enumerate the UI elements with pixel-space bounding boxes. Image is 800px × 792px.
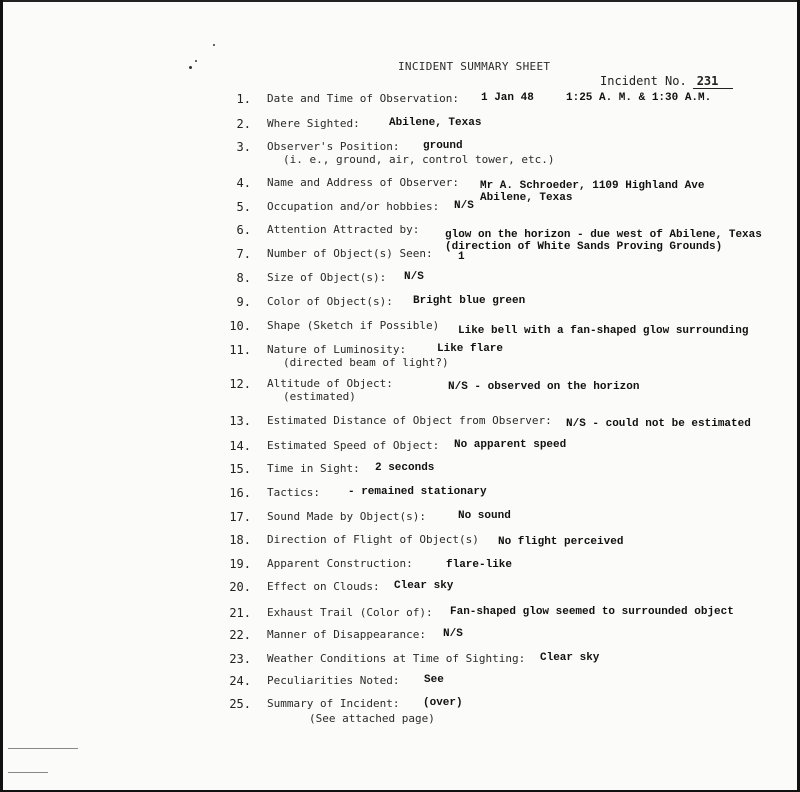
item-value: flare-like [446,559,513,571]
item-value: Clear sky [394,580,454,592]
item-number: 22. [229,628,251,642]
item-label: Altitude of Object: [267,377,393,390]
item-label: Shape (Sketch if Possible) [267,319,440,332]
scan-speck [195,60,197,62]
item-value: Abilene, Texas [480,192,573,204]
item-value: No flight perceived [498,536,624,548]
item-label: Where Sighted: [267,117,360,130]
item-label: Tactics: [267,486,320,499]
item-value: - remained stationary [348,486,487,498]
item-label: Date and Time of Observation: [267,92,460,105]
item-number: 19. [229,557,251,571]
item-number: 6. [236,223,251,237]
item-value: Mr A. Schroeder, 1109 Highland Ave [480,180,705,192]
item-label: Observer's Position: [267,140,400,153]
item-row-20 [3,580,783,608]
item-number: 2. [236,117,251,131]
item-label: Time in Sight: [267,462,360,475]
item-value: (over) [423,697,463,709]
item-value: 1 Jan 48 [481,92,534,104]
item-value: Fan-shaped glow seemed to surrounded object [450,606,734,618]
item-sublabel: (estimated) [283,390,356,403]
item-number: 20. [229,580,251,594]
item-label: Estimated Speed of Object: [267,439,440,452]
item-value: No apparent speed [454,439,567,451]
scan-edge-line [8,772,48,773]
item-label: Effect on Clouds: [267,580,380,593]
item-number: 23. [229,652,251,666]
item-row-11 [3,343,783,371]
item-value: (direction of White Sands Proving Grounds) [445,241,723,253]
item-value: 1:25 A. M. & 1:30 A.M. [566,92,712,104]
sheet-title: INCIDENT SUMMARY SHEET [398,60,551,73]
item-number: 24. [229,674,251,688]
item-value: See [424,674,444,686]
item-label: Name and Address of Observer: [267,176,460,189]
item-label: Estimated Distance of Object from Observer: [267,414,552,427]
item-value: Bright blue green [413,295,526,307]
item-sublabel: (i. e., ground, air, control tower, etc.) [283,153,555,166]
item-label: Peculiarities Noted: [267,674,400,687]
item-label: Manner of Disappearance: [267,628,426,641]
item-value: N/S - observed on the horizon [448,381,640,393]
item-number: 14. [229,439,251,453]
item-number: 4. [236,176,251,190]
item-label: Nature of Luminosity: [267,343,407,356]
incident-number-label: Incident No. [600,74,687,88]
item-label: Sound Made by Object(s): [267,510,426,523]
item-label: Attention Attracted by: [267,223,420,236]
item-number: 21. [229,606,251,620]
item-value: N/S - could not be estimated [566,418,751,430]
item-number: 11. [229,343,251,357]
item-label: Number of Object(s) Seen: [267,247,433,260]
item-row-1 [3,92,783,120]
item-value: 2 seconds [375,462,435,474]
item-value: Clear sky [540,652,600,664]
item-value: Abilene, Texas [389,117,482,129]
item-number: 7. [236,247,251,261]
item-row-3 [3,140,783,168]
scan-speck [213,44,215,46]
item-label: Direction of Flight of Object(s) [267,533,479,546]
item-label: Size of Object(s): [267,271,387,284]
item-value: glow on the horizon - due west of Abilene, Texas [445,229,762,241]
item-label: Exhaust Trail (Color of): [267,606,433,619]
item-label: Summary of Incident: [267,697,400,710]
item-number: 16. [229,486,251,500]
item-label: Color of Object(s): [267,295,393,308]
item-number: 9. [236,295,251,309]
item-value: Like flare [437,343,504,355]
item-label: Weather Conditions at Time of Sighting: [267,652,526,665]
item-value: ground [423,140,463,152]
item-row-13 [3,414,783,442]
item-number: 15. [229,462,251,476]
item-sublabel: (See attached page) [309,712,435,725]
item-row-25 [3,697,783,725]
item-value: Like bell with a fan-shaped glow surrounding [458,325,749,337]
item-sublabel: (directed beam of light?) [283,356,449,369]
item-number: 10. [229,319,251,333]
scan-edge-line [8,748,78,749]
item-value: 1 [458,251,465,263]
item-number: 3. [236,140,251,154]
item-row-12 [3,377,783,405]
item-value: N/S [454,200,474,212]
item-value: N/S [404,271,424,283]
item-number: 8. [236,271,251,285]
item-number: 13. [229,414,251,428]
item-value: N/S [443,628,463,640]
item-number: 1. [236,92,251,106]
incident-number-value: 231 [693,74,733,89]
item-label: Occupation and/or hobbies: [267,200,440,213]
item-number: 17. [229,510,251,524]
item-label: Apparent Construction: [267,557,413,570]
item-number: 5. [236,200,251,214]
scan-speck [189,66,192,69]
incident-number-field [600,74,733,89]
item-number: 12. [229,377,251,391]
item-value: No sound [458,510,511,522]
item-number: 18. [229,533,251,547]
item-number: 25. [229,697,251,711]
